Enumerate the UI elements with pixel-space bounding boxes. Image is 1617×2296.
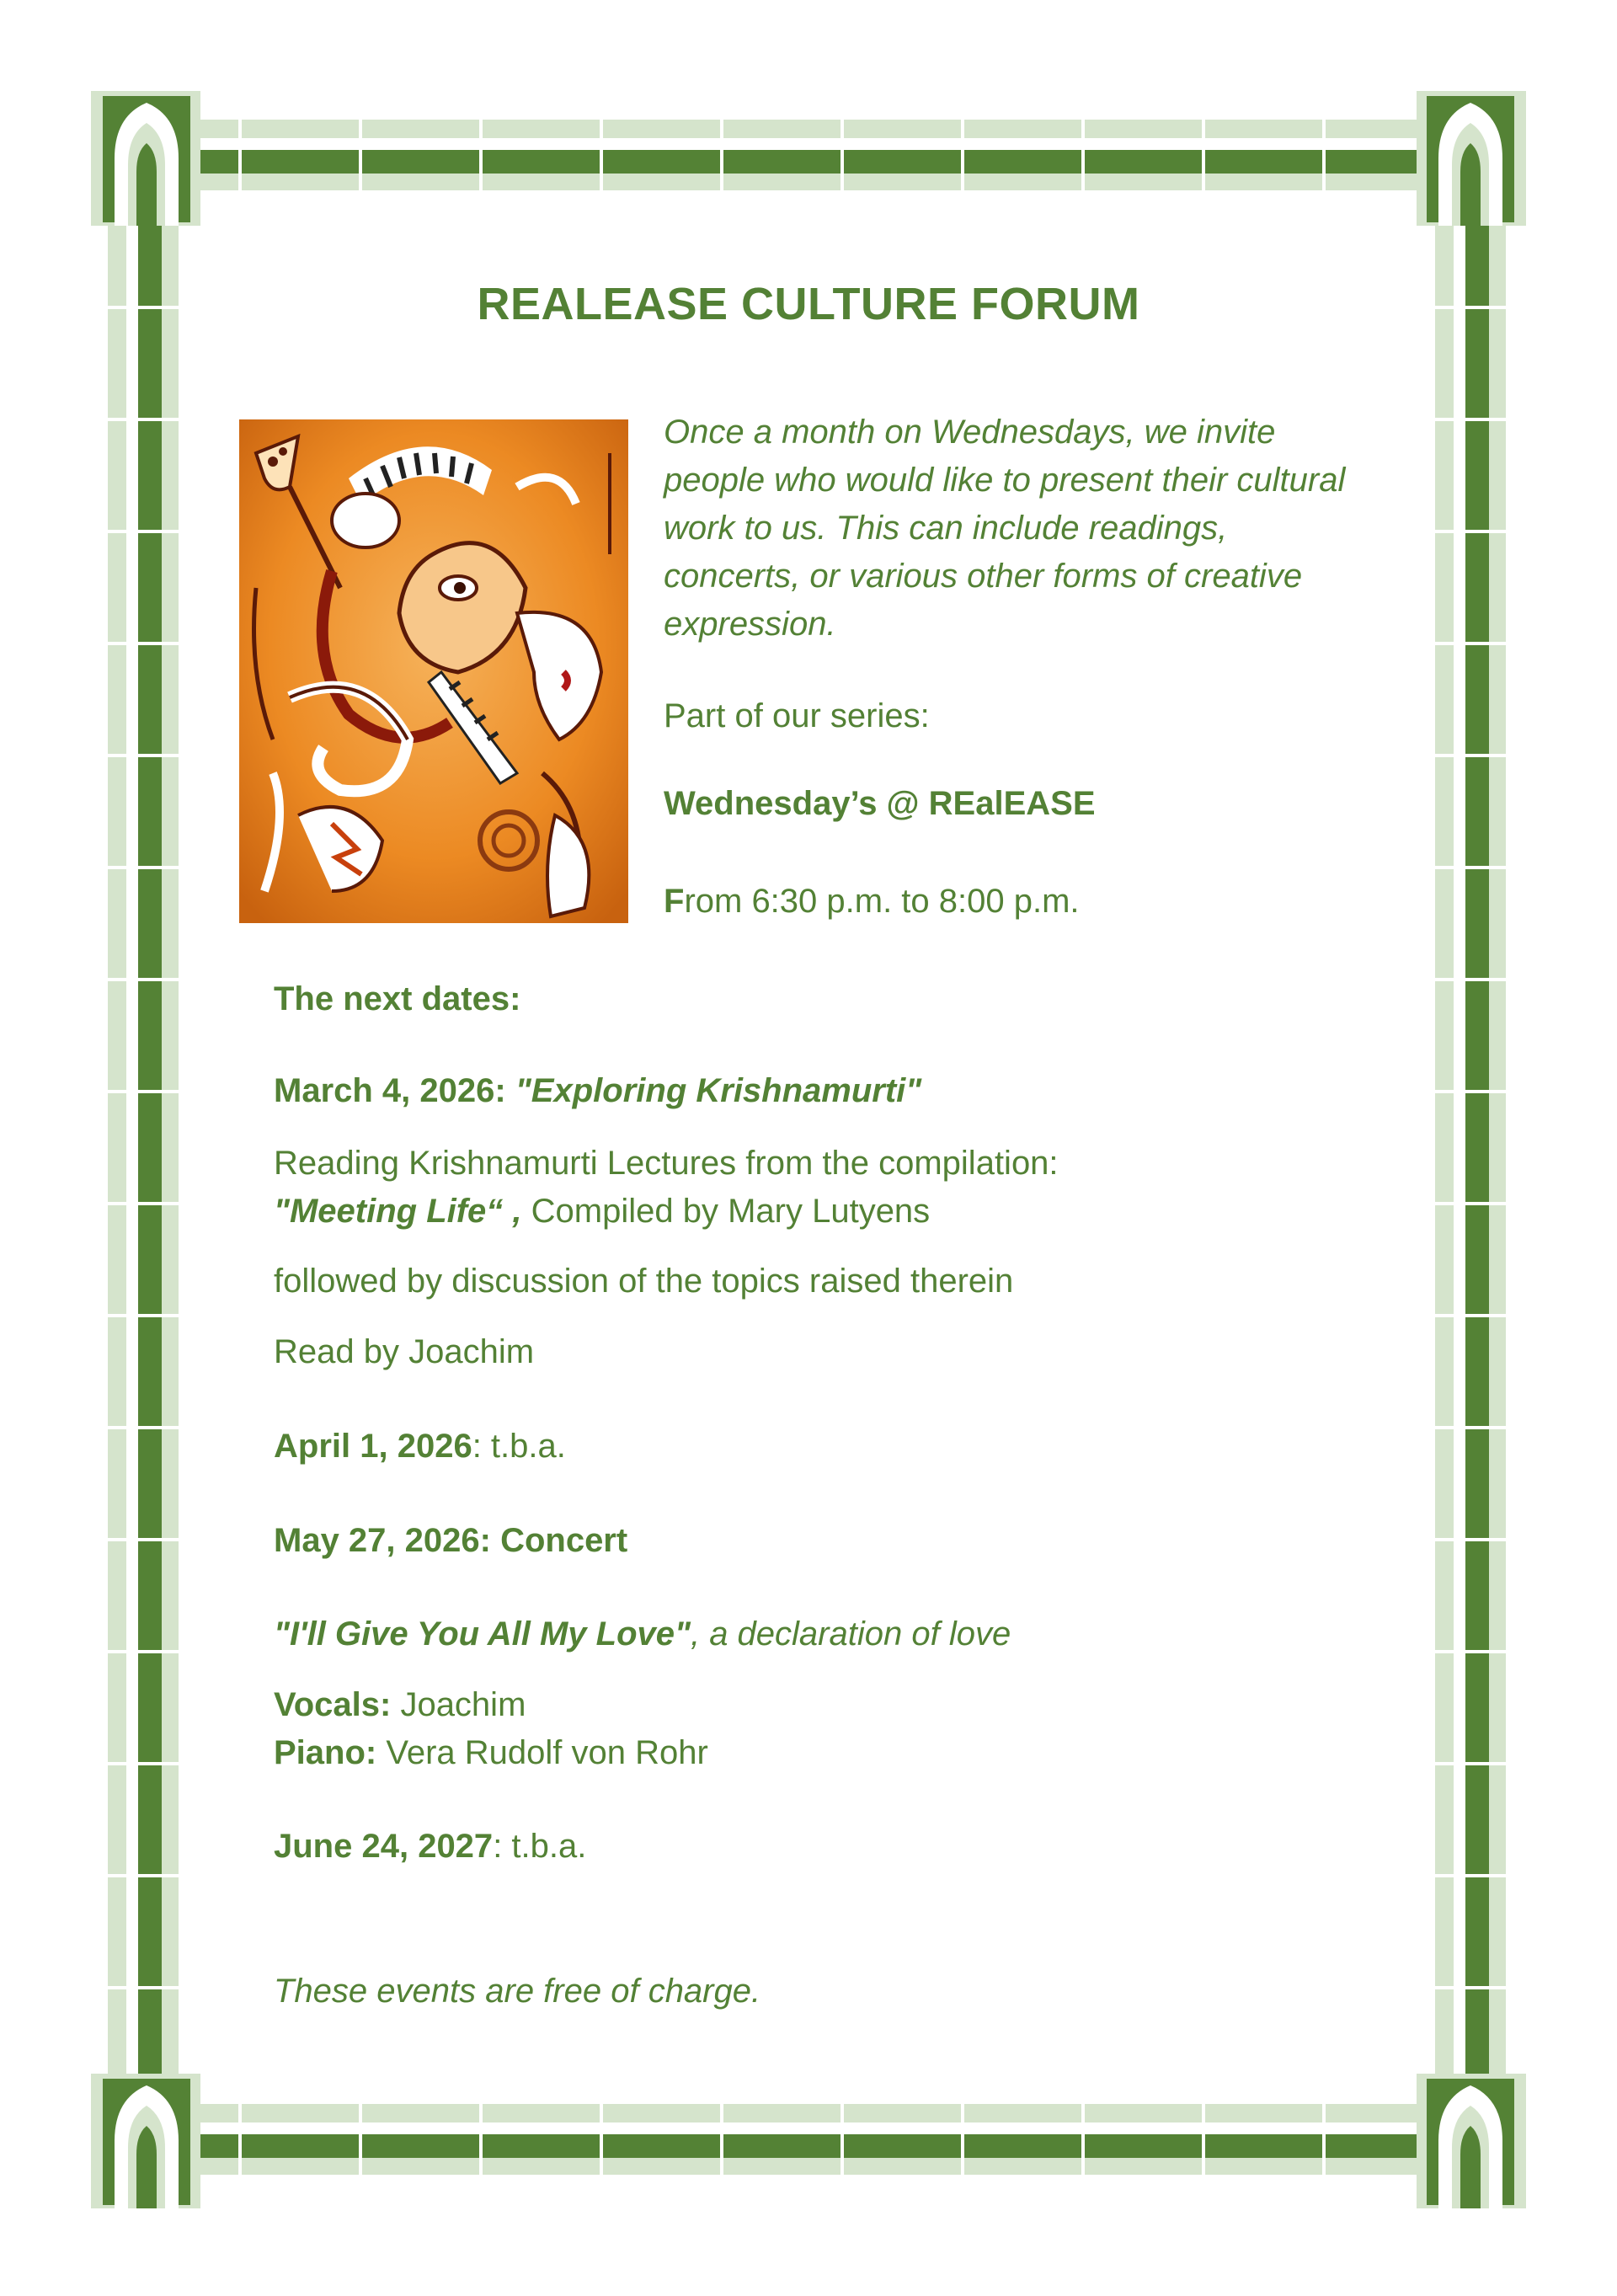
frame-tile-divider	[1435, 1426, 1509, 1429]
event4-date: June 24, 2027	[274, 1828, 494, 1865]
frame-tile-divider	[1435, 1762, 1509, 1765]
frame-tile-divider	[1435, 642, 1509, 645]
left-border	[108, 194, 182, 2097]
abstract-musicians-painting-icon	[239, 419, 628, 923]
corner-arch-icon	[91, 2074, 200, 2208]
frame-tile-divider	[108, 978, 182, 981]
frame-tile-divider	[108, 754, 182, 757]
time-first-letter: F	[664, 883, 685, 920]
frame-tile-divider	[1322, 120, 1326, 194]
frame-tile-divider	[961, 2104, 964, 2178]
intro-text: Once a month on Wednesdays, we invite people who would like to present their cultural work to us. This can include readings, concerts, or various other forms of creative expression.	[664, 414, 1346, 643]
frame-tile-divider	[479, 2104, 483, 2178]
frame-tile-divider	[108, 642, 182, 645]
frame-tile-divider	[359, 120, 362, 194]
event1-line4: Read by Joachim	[274, 1333, 535, 1370]
frame-tile-divider	[1081, 120, 1085, 194]
frame-tile-divider	[1435, 1090, 1509, 1093]
frame-tile-divider	[1435, 1538, 1509, 1541]
frame-tile-divider	[359, 2104, 362, 2178]
frame-tile-divider	[238, 120, 242, 194]
frame-tile-divider	[1081, 2104, 1085, 2178]
frame-tile-divider	[108, 530, 182, 533]
event3-piano	[274, 1729, 708, 1777]
frame-tile-divider	[108, 418, 182, 421]
right-border	[1435, 194, 1509, 2097]
event3-song: "I'll Give You All My Love"	[274, 1615, 691, 1653]
footer-note: These events are free of charge.	[274, 1973, 761, 2010]
frame-tile-divider	[1202, 2104, 1205, 2178]
frame-tile-divider	[841, 2104, 844, 2178]
intro-paragraph	[664, 408, 1363, 649]
event4	[274, 1823, 586, 1871]
vocals-name: Joachim	[391, 1686, 526, 1723]
frame-tile-divider	[841, 120, 844, 194]
frame-tile-divider	[238, 2104, 242, 2178]
frame-tile-divider	[1435, 978, 1509, 981]
event1-date: March 4, 2026:	[274, 1072, 515, 1109]
frame-tile-divider	[1435, 1202, 1509, 1205]
frame-tile-divider	[108, 866, 182, 869]
frame-tile-divider	[1435, 754, 1509, 757]
event2-date: April 1, 2026	[274, 1428, 472, 1465]
corner-arch-icon	[1417, 2074, 1526, 2208]
event1-heading	[274, 1067, 921, 1115]
event2	[274, 1423, 566, 1471]
piano-label: Piano:	[274, 1734, 377, 1771]
event4-rest: : t.b.a.	[493, 1828, 587, 1865]
frame-tile-divider	[1435, 866, 1509, 869]
event1-title: "Exploring Krishnamurti"	[515, 1072, 922, 1109]
event2-rest: : t.b.a.	[472, 1428, 566, 1465]
frame-tile-divider	[108, 1874, 182, 1877]
time-rest: rom 6:30 p.m. to 8:00 p.m.	[684, 883, 1080, 920]
piano-name: Vera Rudolf von Rohr	[376, 1734, 708, 1771]
bottom-border	[118, 2104, 1499, 2178]
frame-tile-divider	[1435, 1314, 1509, 1317]
event3-vocals	[274, 1681, 526, 1729]
frame-tile-divider	[108, 1314, 182, 1317]
series-name: Wednesday’s @ REalEASE	[664, 785, 1096, 822]
frame-tile-divider	[108, 1650, 182, 1653]
frame-tile-divider	[1435, 1650, 1509, 1653]
corner-arch-icon	[1417, 91, 1526, 226]
frame-tile-divider	[1435, 1986, 1509, 1989]
frame-tile-divider	[108, 1090, 182, 1093]
top-border	[118, 120, 1499, 194]
event3-song-rest: , a declaration of love	[690, 1615, 1011, 1653]
frame-tile-divider	[479, 120, 483, 194]
frame-tile-divider	[1435, 530, 1509, 533]
frame-tile-divider	[108, 1426, 182, 1429]
event3-song-line	[274, 1610, 1011, 1658]
event1-line1: Reading Krishnamurti Lectures from the compilation:	[274, 1145, 1059, 1182]
event3-heading: May 27, 2026: Concert	[274, 1522, 628, 1559]
frame-tile-divider	[108, 1202, 182, 1205]
frame-tile-divider	[961, 120, 964, 194]
time-range	[664, 883, 1080, 921]
frame-tile-divider	[1435, 1874, 1509, 1877]
frame-tile-divider	[108, 1986, 182, 1989]
event1-compiled: Compiled by Mary Lutyens	[521, 1193, 931, 1230]
frame-tile-divider	[1322, 2104, 1326, 2178]
frame-tile-divider	[720, 120, 723, 194]
corner-arch-icon	[91, 91, 200, 226]
page-title: REALEASE CULTURE FORUM	[477, 279, 1140, 329]
frame-tile-divider	[108, 1538, 182, 1541]
vocals-label: Vocals:	[274, 1686, 392, 1723]
frame-tile-divider	[600, 120, 603, 194]
frame-tile-divider	[600, 2104, 603, 2178]
frame-tile-divider	[720, 2104, 723, 2178]
series-label: Part of our series:	[664, 697, 930, 734]
dates-heading: The next dates:	[274, 980, 521, 1017]
event1-book: "Meeting Life“ ,	[274, 1193, 522, 1230]
event1-line2	[274, 1188, 930, 1236]
frame-tile-divider	[108, 1762, 182, 1765]
event1-line3: followed by discussion of the topics raised therein	[274, 1263, 1014, 1300]
frame-tile-divider	[1202, 120, 1205, 194]
frame-tile-divider	[1435, 418, 1509, 421]
